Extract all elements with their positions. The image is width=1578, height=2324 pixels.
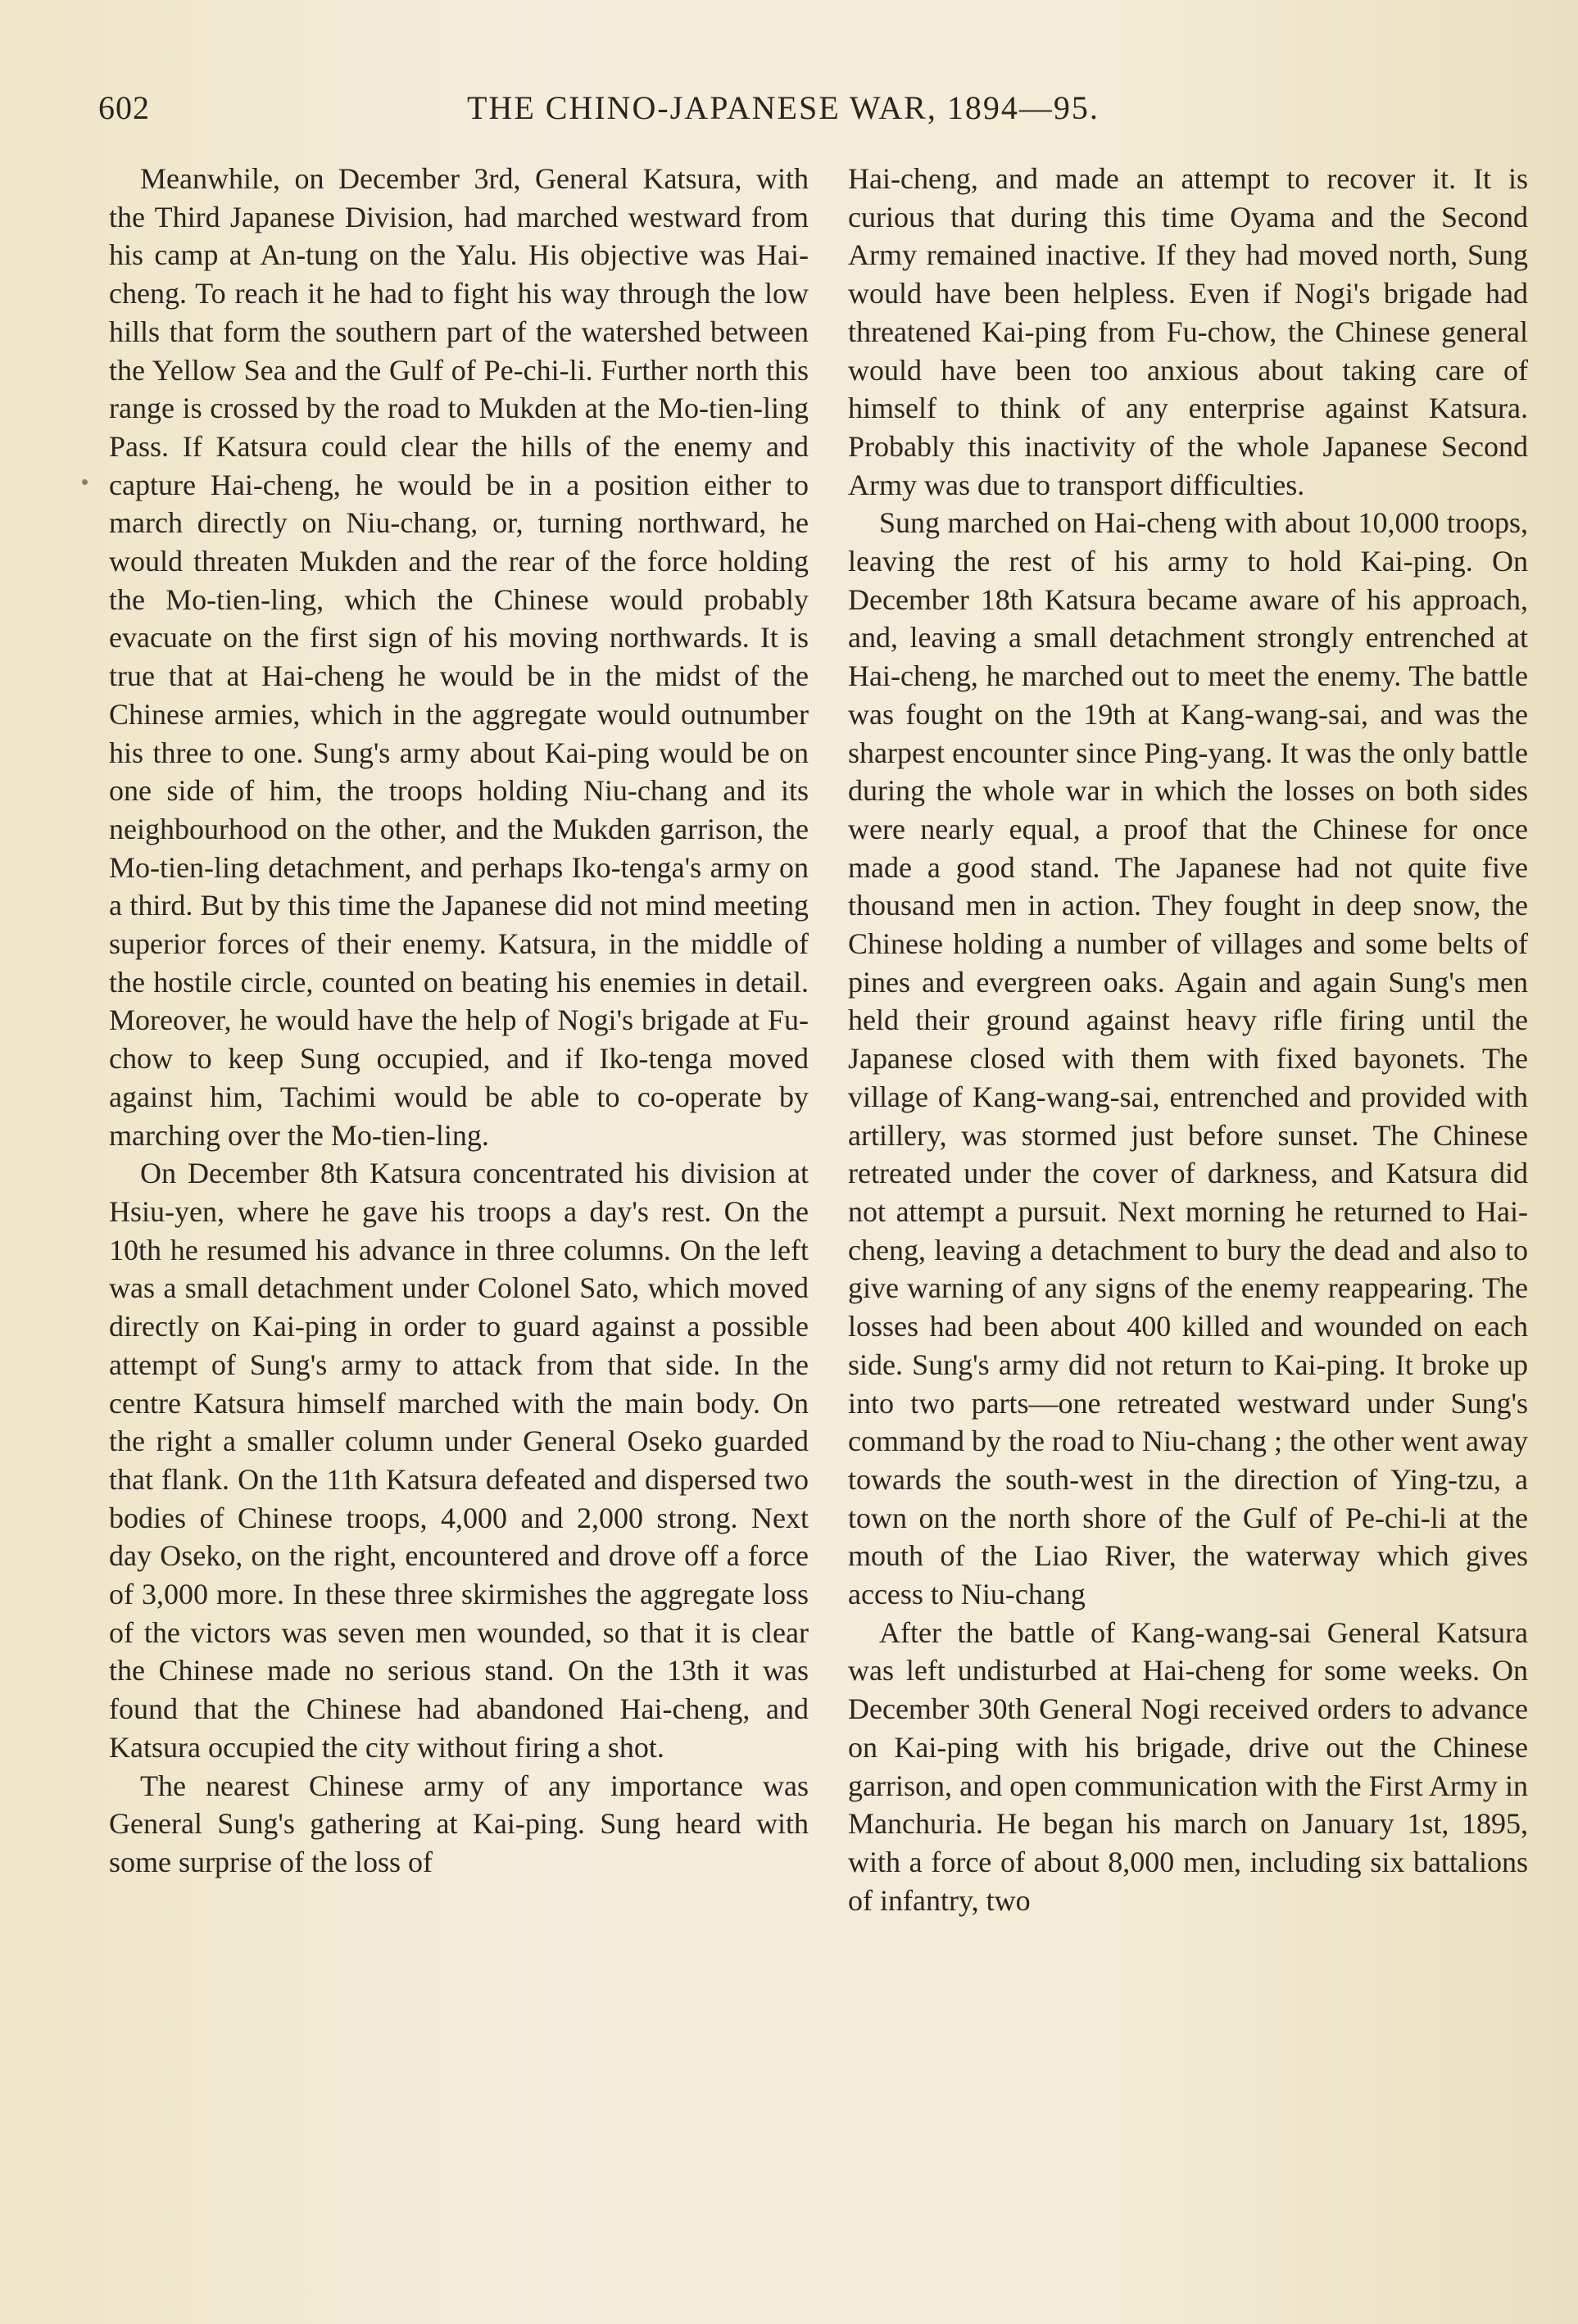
- page-number: 602: [98, 89, 150, 126]
- paragraph: Sung marched on Hai-cheng with about 10,000 troops, leaving the rest of his army to hold Kai-ping. On December 18th Katsura became aware of his approach, and, leaving a small detachment strongly entrenched at Hai-cheng, he marched out to meet the enemy. The battle was fought on the 19th at Kang-wang-sai, and was the sharpest encounter since Ping-yang. It was the only battle during the whole war in which the losses on both sides were nearly equal, a proof that the Chinese for once made a good stand. The Japanese had not quite five thousand men in action. They fought in deep snow, the Chinese holding a number of villages and some belts of pines and evergreen oaks. Again and again Sung's men held their ground against heavy rifle firing until the Japanese closed with them with fixed bayonets. The village of Kang-wang-sai, entrenched and provided with artillery, was stormed just before sunset. The Chinese retreated under the cover of darkness, and Katsura did not attempt a pursuit. Next morning he returned to Hai-cheng, leaving a detachment to bury the dead and also to give warning of any signs of the enemy reappearing. The losses had been about 400 killed and wounded on each side. Sung's army did not return to Kai-ping. It broke up into two parts—one retreated westward under Sung's command by the road to Niu-chang ; the other went away towards the south-west in the direction of Ying-tzu, a town on the north shore of the Gulf of Pe-chi-li at the mouth of the Liao River, the waterway which gives access to Niu-chang: [848, 506, 1528, 1611]
- paragraph: Meanwhile, on December 3rd, General Katsura, with the Third Japanese Division, had marched westward from his camp at An-tung on the Yalu. His objective was Hai-cheng. To reach it he had to fight his way through the low hills that form the southern part of the watershed between the Yellow Sea and the Gulf of Pe-chi-li. Further north this range is crossed by the road to Mukden at the Mo-tien-ling Pass. If Katsura could clear the hills of the enemy and capture Hai-cheng, he would be in a position either to march directly on Niu-chang, or, turning northward, he would threaten Mukden and the rear of the force holding the Mo-tien-ling, which the Chinese would probably evacuate on the first sign of his moving northwards. It is true that at Hai-cheng he would be in the midst of the Chinese armies, which in the aggregate would outnumber his three to one. Sung's army about Kai-ping would be on one side of him, the troops holding Niu-chang and its neighbourhood on the other, and the Mukden garrison, the Mo-tien-ling detachment, and perhaps Iko-tenga's army on a third. But by this time the Japanese did not mind meeting superior forces of their enemy. Katsura, in the middle of the hostile circle, counted on beating his enemies in detail. Moreover, he would have the help of Nogi's brigade at Fu-chow to keep Sung occupied, and if Iko-tenga moved against him, Tachimi would be able to co-operate by marching over the Mo-tien-ling.: [109, 162, 809, 1152]
- page-header: [98, 88, 1532, 138]
- paragraph: Hai-cheng, and made an attempt to recover it. It is curious that during this time Oyama and the Second Army remained inactive. If they had moved north, Sung would have been helpless. Even if Nogi's brigade had threatened Kai-ping from Fu-chow, the Chinese general would have been too anxious about taking care of himself to think of any enterprise against Katsura. Probably this inactivity of the whole Japanese Second Army was due to transport difficulties.: [848, 162, 1528, 501]
- paragraph: After the battle of Kang-wang-sai General Katsura was left undisturbed at Hai-cheng for some weeks. On December 30th General Nogi received orders to advance on Kai-ping with his brigade, drive out the Chinese garrison, and open communication with the First Army in Manchuria. He began his march on January 1st, 1895, with a force of about 8,000 men, including six battalions of infantry, two: [848, 1615, 1528, 1917]
- running-title: THE CHINO-JAPANESE WAR, 1894—95.: [467, 89, 1100, 126]
- paragraph: The nearest Chinese army of any importance was General Sung's gathering at Kai-ping. Sung heard with some surprise of the loss of: [109, 1769, 809, 1878]
- margin-mark: [82, 479, 88, 485]
- left-column: [109, 160, 809, 1882]
- paragraph: On December 8th Katsura concentrated his division at Hsiu-yen, where he gave his troops a day's rest. On the 10th he resumed his advance in three columns. On the left was a small detachment under Colonel Sato, which moved directly on Kai-ping in order to guard against a possible attempt of Sung's army to attack from that side. In the centre Katsura himself marched with the main body. On the right a smaller column under General Oseko guarded that flank. On the 11th Katsura defeated and dispersed two bodies of Chinese troops, 4,000 and 2,000 strong. Next day Oseko, on the right, encountered and drove off a force of 3,000 more. In these three skirmishes the aggregate loss of the victors was seven men wounded, so that it is clear the Chinese made no serious stand. On the 13th it was found that the Chinese had abandoned Hai-cheng, and Katsura occupied the city without firing a shot.: [109, 1157, 809, 1764]
- right-column: [848, 160, 1528, 1919]
